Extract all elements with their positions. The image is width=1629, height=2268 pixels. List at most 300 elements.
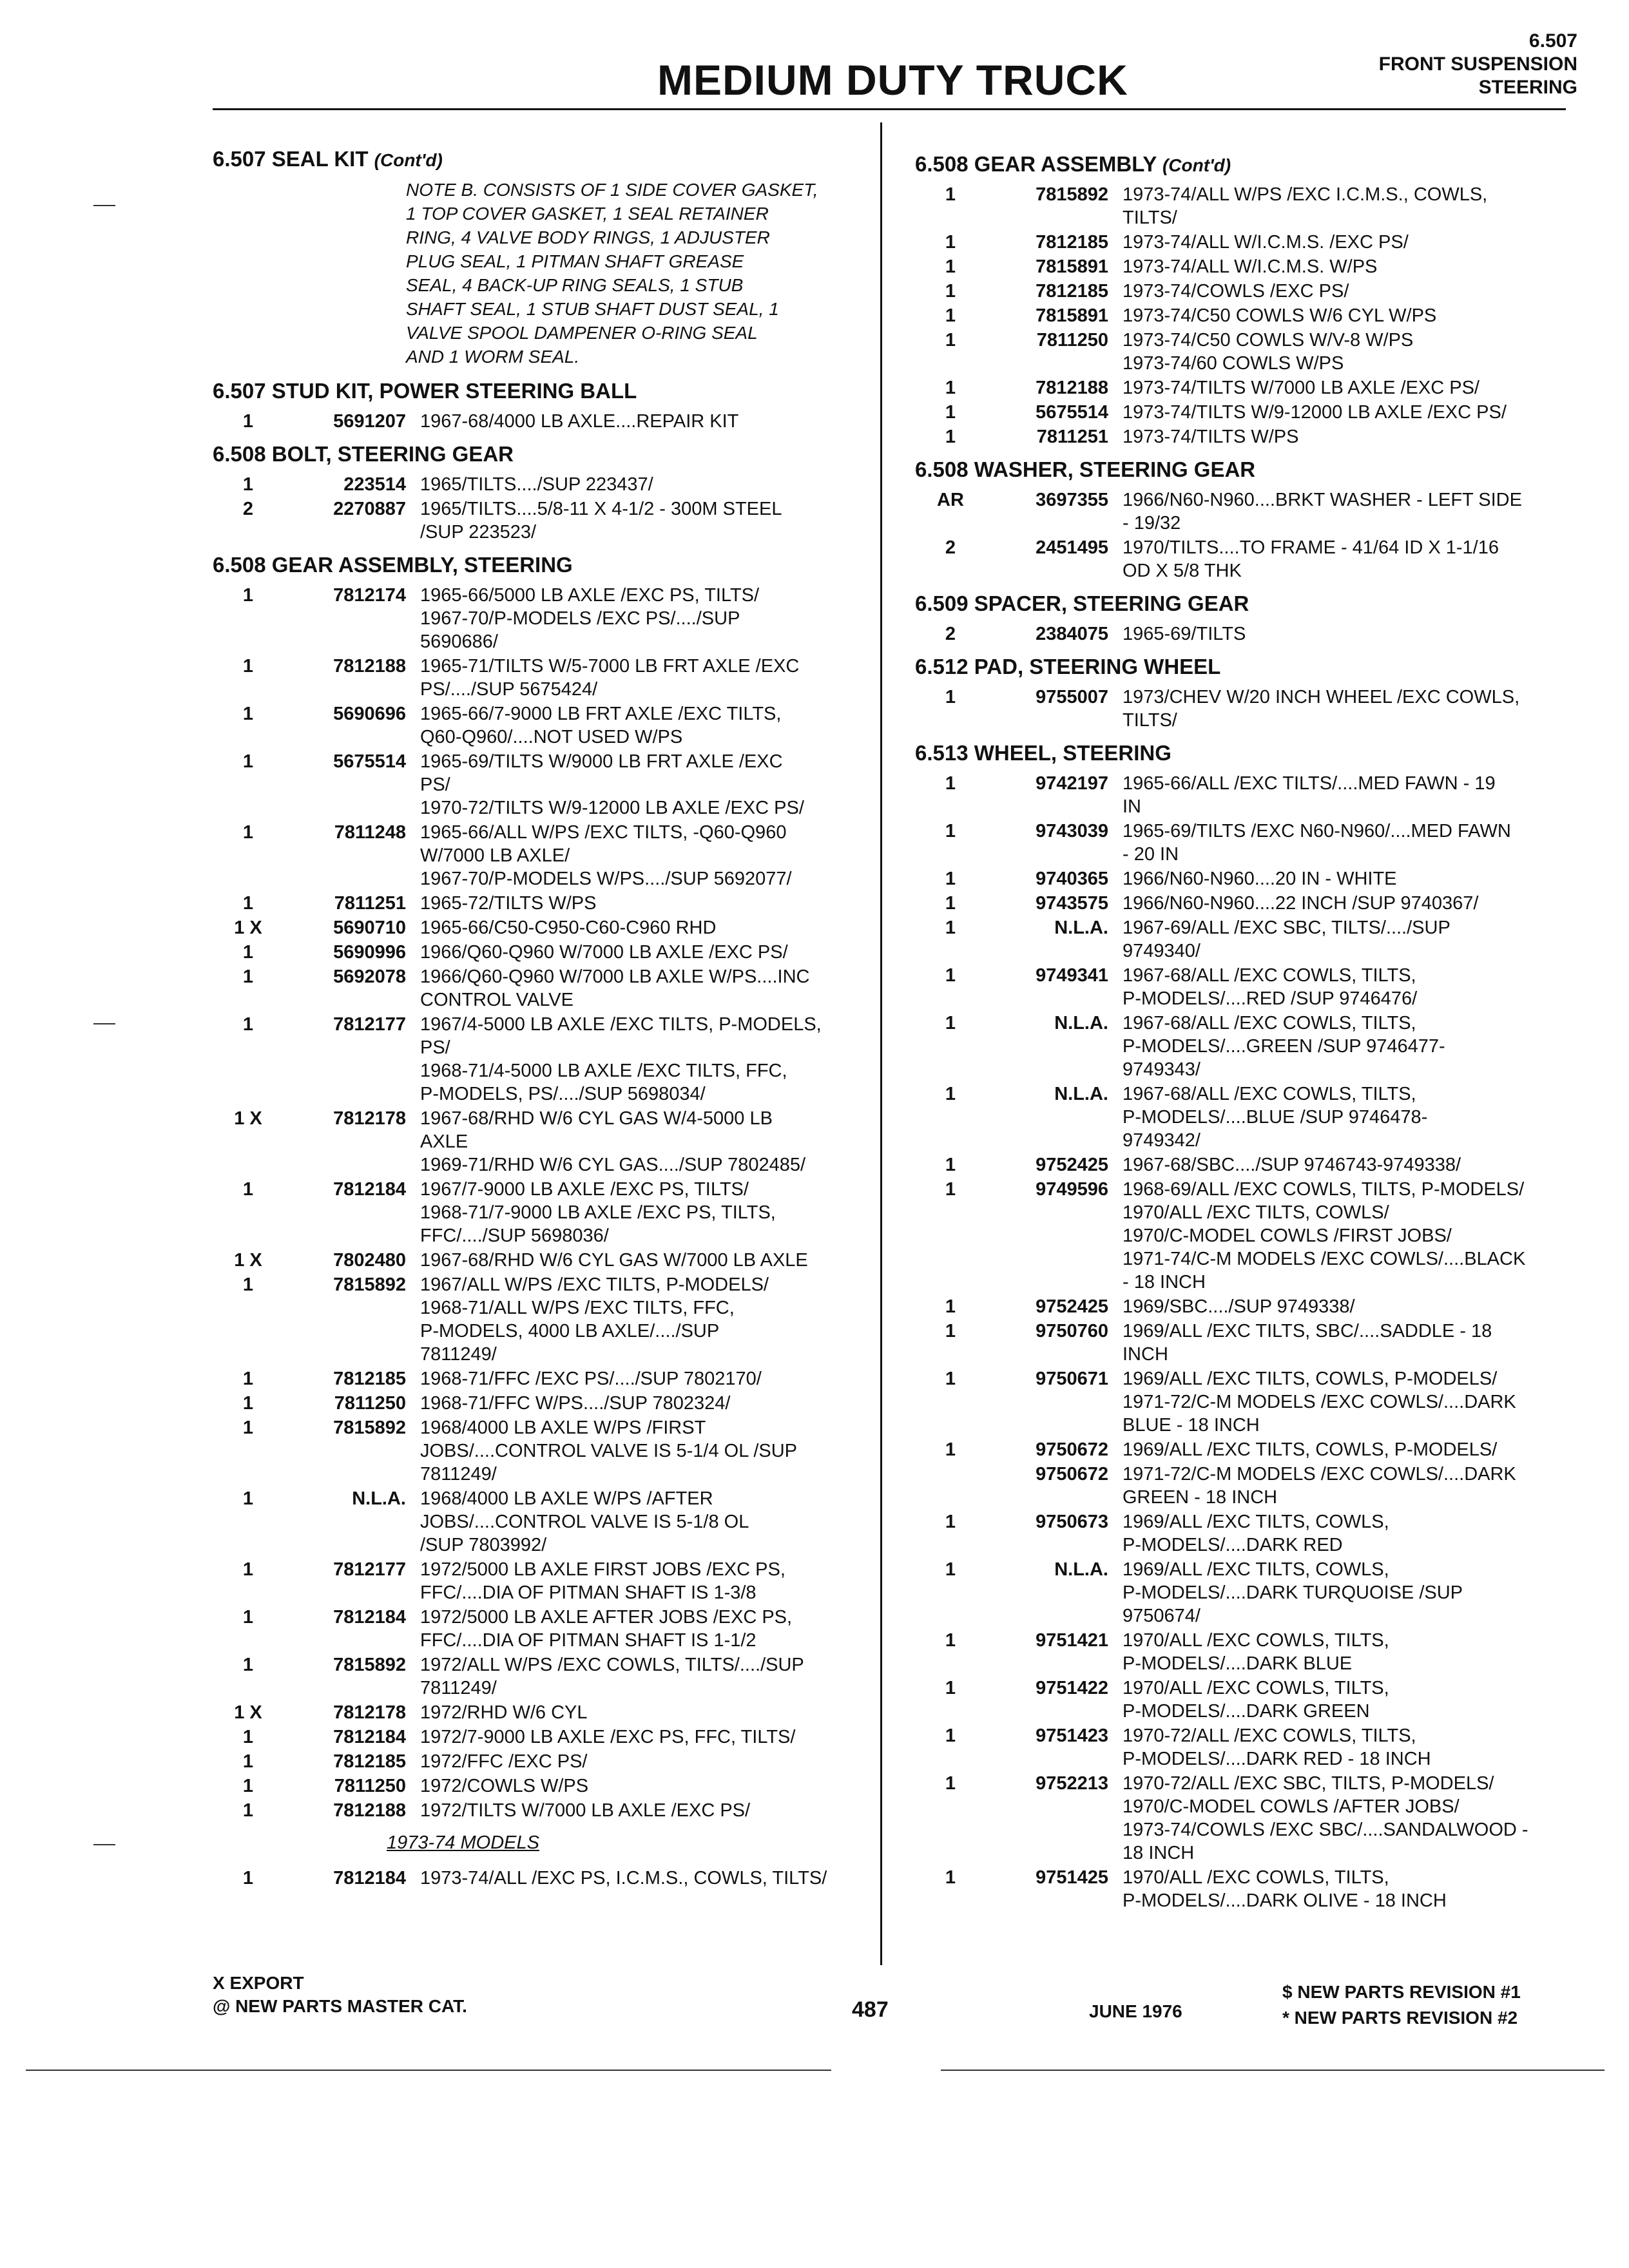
part-description: 1966/N60-N960....20 IN - WHITE	[1123, 869, 1397, 889]
part-quantity: 2	[242, 499, 254, 519]
part-description: 1968/4000 LB AXLE W/PS /FIRST JOBS/....CONTROL VALVE IS 5-1/4 OL /SUP 7811249/	[420, 1418, 798, 1485]
part-row	[915, 772, 1566, 818]
part-number: 7815891	[1036, 256, 1108, 277]
part-row	[915, 1082, 1566, 1152]
part-row	[915, 892, 1566, 915]
part-number: N.L.A.	[1054, 918, 1108, 938]
part-quantity: 1	[242, 893, 254, 914]
part-description: 1973-74/ALL W/I.C.M.S. W/PS	[1123, 256, 1378, 277]
part-quantity: 1	[242, 1369, 254, 1389]
part-row	[213, 1013, 863, 1106]
part-quantity: 1	[242, 1179, 254, 1200]
part-quantity: 1	[945, 821, 956, 841]
part-quantity: 1	[242, 1418, 254, 1438]
right-column	[915, 143, 1566, 1912]
part-quantity: 1	[945, 965, 956, 986]
part-quantity: 1	[945, 893, 956, 914]
kit-contents-note: NOTE B. CONSISTS OF 1 SIDE COVER GASKET, 1 TOP COVER GASKET, 1 SEAL RETAINER RING, 4 VALVE BODY RINGS, 1 ADJUSTER PLUG SEAL, 1 PITMAN SHAFT GREASE SEAL, 4 BACK-UP RING SEALS, 1 STUB SHAFT SEAL, 1 STUB SHAFT DUST SEAL, 1 VALVE SPOOL DAMPENER O-RING SEAL AND 1 WORM SEAL.	[406, 180, 818, 367]
part-quantity: 1 X	[234, 1250, 262, 1271]
part-quantity: 1	[242, 1800, 254, 1821]
part-quantity: 1	[242, 585, 254, 606]
part-number: 2384075	[1036, 624, 1108, 644]
part-number: 7812184	[333, 1727, 406, 1747]
part-row	[213, 655, 863, 701]
part-number: N.L.A.	[1054, 1559, 1108, 1580]
parts-list	[915, 686, 1566, 732]
part-description: 1970/ALL /EXC COWLS, TILTS, P-MODELS/....DARK BLUE	[1123, 1630, 1389, 1674]
section-title-text: 6.508 GEAR ASSEMBLY	[915, 152, 1157, 176]
part-description: 1972/5000 LB AXLE AFTER JOBS /EXC PS, FFC/....DIA OF PITMAN SHAFT IS 1-1/2	[420, 1607, 793, 1651]
part-quantity: 1	[945, 1678, 956, 1698]
parts-list	[915, 183, 1566, 448]
part-quantity: 1	[242, 822, 254, 843]
section-number: 6.507	[1528, 30, 1577, 52]
part-number: 5675514	[333, 751, 406, 772]
part-number: 9743575	[1036, 893, 1108, 914]
part-row	[915, 916, 1566, 963]
part-quantity: AR	[937, 490, 964, 510]
part-number: 7812177	[333, 1559, 406, 1580]
part-quantity: 1	[945, 1559, 956, 1580]
part-description: 1973-74/ALL W/PS /EXC I.C.M.S., COWLS, TILTS/	[1123, 184, 1488, 228]
part-row	[213, 1750, 863, 1773]
model-year-subheading: 1973-74 MODELS	[387, 1832, 539, 1853]
part-quantity: 1	[945, 1321, 956, 1341]
part-number: 5690996	[333, 942, 406, 963]
part-quantity: 1	[242, 751, 254, 772]
part-number: 7811250	[334, 1393, 406, 1414]
part-row	[915, 964, 1566, 1010]
part-description: 1972/7-9000 LB AXLE /EXC PS, FFC, TILTS/	[420, 1727, 796, 1747]
part-quantity: 1 X	[234, 1702, 262, 1723]
section-title-text: 6.507 SEAL KIT	[213, 147, 369, 171]
part-quantity: 1	[242, 411, 254, 432]
part-number: 5692078	[333, 966, 406, 987]
part-description: 1973-74/TILTS W/7000 LB AXLE /EXC PS/	[1123, 378, 1480, 398]
part-row	[213, 410, 863, 433]
part-row	[213, 497, 863, 544]
part-number: N.L.A.	[1054, 1013, 1108, 1033]
part-row	[915, 231, 1566, 254]
part-number: 7812188	[333, 656, 406, 677]
part-row	[915, 1178, 1566, 1294]
left-column	[213, 143, 863, 1890]
part-quantity: 1	[945, 869, 956, 889]
parts-list	[915, 772, 1566, 1912]
part-description: 1965-69/TILTS /EXC N60-N960/....MED FAWN - 20 IN	[1123, 821, 1511, 865]
part-row	[915, 1629, 1566, 1675]
part-quantity: 1	[945, 773, 956, 794]
part-description: 1972/5000 LB AXLE FIRST JOBS /EXC PS, FFC/....DIA OF PITMAN SHAFT IS 1-3/8	[420, 1559, 786, 1603]
part-number: N.L.A.	[1054, 1084, 1108, 1104]
footer-rule-right	[941, 2070, 1605, 2071]
part-description: 1973-74/C50 COWLS W/6 CYL W/PS	[1123, 305, 1437, 326]
part-description: 1965-69/TILTS	[1123, 624, 1246, 644]
part-row	[213, 1107, 863, 1177]
part-row	[213, 1725, 863, 1749]
part-row	[213, 1249, 863, 1272]
part-number: 9751421	[1036, 1630, 1108, 1651]
part-row	[915, 867, 1566, 890]
part-quantity: 1	[945, 232, 956, 253]
part-number: 9742197	[1036, 773, 1108, 794]
part-row	[915, 820, 1566, 866]
part-row	[915, 304, 1566, 327]
part-quantity: 1	[945, 402, 956, 423]
section-title: 6.508 BOLT, STEERING GEAR	[213, 442, 514, 466]
section-title: 6.508 WASHER, STEERING GEAR	[915, 457, 1256, 481]
part-description: 1972/TILTS W/7000 LB AXLE /EXC PS/	[420, 1800, 751, 1821]
part-description: 1969/ALL /EXC TILTS, COWLS, P-MODELS/....DARK RED	[1123, 1512, 1389, 1555]
section-heading-block	[1379, 30, 1577, 99]
part-number: 7812188	[333, 1800, 406, 1821]
section-title	[915, 152, 1566, 177]
part-description: 1965-71/TILTS W/5-7000 LB FRT AXLE /EXC PS/..../SUP 5675424/	[420, 656, 800, 700]
margin-mark	[93, 1023, 115, 1024]
part-number: 7812185	[333, 1369, 406, 1389]
revision-legend	[1282, 1979, 1521, 2031]
part-quantity: 1	[945, 1630, 956, 1651]
part-number: 9743039	[1036, 821, 1108, 841]
part-number: 7811250	[334, 1776, 406, 1796]
part-quantity: 1	[242, 1014, 254, 1035]
part-description: 1973-74/COWLS /EXC PS/	[1123, 281, 1349, 302]
margin-mark	[93, 1844, 115, 1845]
part-row	[915, 1772, 1566, 1865]
part-quantity: 1	[945, 687, 956, 707]
part-row	[915, 686, 1566, 732]
part-description: 1972/RHD W/6 CYL	[420, 1702, 588, 1723]
part-description: 1970-72/ALL /EXC SBC, TILTS, P-MODELS/ 1970/C-MODEL COWLS /AFTER JOBS/ 1973-74/COWLS /EXC SBC/....SANDALWOOD - 18 INCH	[1123, 1773, 1528, 1863]
part-number: 7812184	[333, 1868, 406, 1888]
part-number: 5690710	[333, 918, 406, 938]
part-description: 1967/4-5000 LB AXLE /EXC TILTS, P-MODELS, PS/ 1968-71/4-5000 LB AXLE /EXC TILTS, FFC, P-MODELS, PS/..../SUP 5698034/	[420, 1014, 822, 1104]
part-description: 1973-74/TILTS W/PS	[1123, 427, 1299, 447]
part-number: 9752425	[1036, 1296, 1108, 1317]
part-row	[213, 1653, 863, 1700]
part-number: 7815892	[1036, 184, 1108, 205]
part-row	[213, 1799, 863, 1822]
part-quantity: 1	[945, 184, 956, 205]
part-number: 9752213	[1036, 1773, 1108, 1794]
part-number: 5691207	[333, 411, 406, 432]
part-row	[213, 1701, 863, 1724]
part-description: 1973/CHEV W/20 INCH WHEEL /EXC COWLS, TILTS/	[1123, 687, 1520, 731]
parts-list	[213, 473, 863, 544]
part-quantity: 1	[945, 1867, 956, 1888]
part-description: 1966/N60-N960....22 INCH /SUP 9740367/	[1123, 893, 1479, 914]
part-quantity: 1	[242, 1488, 254, 1509]
part-number: 9751423	[1036, 1725, 1108, 1746]
part-description: 1972/ALL W/PS /EXC COWLS, TILTS/..../SUP 7811249/	[420, 1655, 804, 1698]
part-description: 1967-68/ALL /EXC COWLS, TILTS, P-MODELS/....RED /SUP 9746476/	[1123, 965, 1418, 1009]
part-row	[213, 1558, 863, 1604]
part-quantity: 1	[945, 1369, 956, 1389]
parts-list	[213, 410, 863, 433]
part-number: 7812185	[1036, 232, 1108, 253]
part-quantity: 1	[945, 1155, 956, 1175]
part-quantity: 1	[945, 330, 956, 351]
part-description: 1967-68/RHD W/6 CYL GAS W/4-5000 LB AXLE 1969-71/RHD W/6 CYL GAS..../SUP 7802485/	[420, 1108, 806, 1175]
part-description: 1965-69/TILTS W/9000 LB FRT AXLE /EXC PS/ 1970-72/TILTS W/9-12000 LB AXLE /EXC PS/	[420, 751, 804, 818]
part-number: 9740365	[1036, 869, 1108, 889]
part-description: 1967/ALL W/PS /EXC TILTS, P-MODELS/ 1968-71/ALL W/PS /EXC TILTS, FFC, P-MODELS, 4000 LB AXLE/..../SUP 7811249/	[420, 1274, 769, 1365]
publication-date: JUNE 1976	[1089, 2001, 1182, 2021]
part-quantity: 1	[242, 1868, 254, 1888]
part-quantity: 1	[945, 1725, 956, 1746]
part-row	[213, 584, 863, 653]
revision-2: * NEW PARTS REVISION #2	[1282, 2008, 1518, 2028]
section-title	[213, 147, 863, 171]
part-row	[915, 1677, 1566, 1723]
part-row	[915, 1510, 1566, 1557]
part-description: 1972/FFC /EXC PS/	[420, 1751, 588, 1772]
part-row	[915, 1295, 1566, 1318]
part-number: 9749341	[1036, 965, 1108, 986]
part-row	[915, 622, 1566, 646]
part-row	[213, 1273, 863, 1366]
part-row	[915, 488, 1566, 535]
part-row	[213, 1867, 863, 1890]
part-number: 5675514	[1036, 402, 1108, 423]
part-row	[915, 1320, 1566, 1366]
part-description: 1971-72/C-M MODELS /EXC COWLS/....DARK GREEN - 18 INCH	[1123, 1464, 1516, 1508]
part-number: 2451495	[1036, 537, 1108, 558]
part-number: 9752425	[1036, 1155, 1108, 1175]
part-row	[213, 1606, 863, 1652]
part-number: 2270887	[333, 499, 406, 519]
section-title: 6.507 STUD KIT, POWER STEERING BALL	[213, 379, 637, 403]
part-description: 1965-66/7-9000 LB FRT AXLE /EXC TILTS, Q60-Q960/....NOT USED W/PS	[420, 704, 782, 747]
part-number: 3697355	[1036, 490, 1108, 510]
part-number: 223514	[343, 474, 406, 495]
section-title: 6.508 GEAR ASSEMBLY, STEERING	[213, 553, 573, 577]
part-description: 1968-69/ALL /EXC COWLS, TILTS, P-MODELS/ 1970/ALL /EXC TILTS, COWLS/ 1970/C-MODEL COWLS /FIRST JOBS/ 1971-74/C-M MODELS /EXC COWLS/....BLACK - 18 INCH	[1123, 1179, 1526, 1293]
part-number: 7815892	[333, 1274, 406, 1295]
part-quantity: 1	[242, 1655, 254, 1675]
part-description: 1967-68/SBC..../SUP 9746743-9749338/	[1123, 1155, 1461, 1175]
part-row	[915, 376, 1566, 399]
part-number: 9750760	[1036, 1321, 1108, 1341]
part-description: 1965/TILTS....5/8-11 X 4-1/2 - 300M STEEL /SUP 223523/	[420, 499, 782, 543]
part-quantity: 1 X	[234, 1108, 262, 1129]
part-number: 7812188	[1036, 378, 1108, 398]
part-description: 1965-66/ALL /EXC TILTS/....MED FAWN - 19 IN	[1123, 773, 1496, 817]
part-number: 9750672	[1036, 1464, 1108, 1485]
part-row	[915, 1866, 1566, 1912]
part-number: 7811251	[334, 893, 406, 914]
parts-list	[915, 622, 1566, 646]
part-number: 7812184	[333, 1179, 406, 1200]
part-quantity: 1	[242, 704, 254, 724]
part-row	[213, 1392, 863, 1415]
part-description: 1970/ALL /EXC COWLS, TILTS, P-MODELS/....DARK GREEN	[1123, 1678, 1389, 1722]
part-number: 7815892	[333, 1655, 406, 1675]
part-quantity: 1	[945, 1773, 956, 1794]
section-title: 6.513 WHEEL, STEERING	[915, 741, 1171, 765]
part-description: 1973-74/ALL /EXC PS, I.C.M.S., COWLS, TILTS/	[420, 1868, 827, 1888]
part-description: 1973-74/C50 COWLS W/V-8 W/PS 1973-74/60 COWLS W/PS	[1123, 330, 1414, 374]
part-description: 1966/Q60-Q960 W/7000 LB AXLE W/PS....INC CONTROL VALVE	[420, 966, 810, 1010]
part-number: 7812185	[1036, 281, 1108, 302]
part-description: 1967-69/ALL /EXC SBC, TILTS/..../SUP 9749340/	[1123, 918, 1451, 961]
part-row	[915, 1367, 1566, 1437]
header-rule	[213, 108, 1566, 110]
part-number: 9750673	[1036, 1512, 1108, 1532]
part-number: 7811251	[1036, 427, 1108, 447]
parts-list	[213, 584, 863, 1822]
part-description: 1967-68/4000 LB AXLE....REPAIR KIT	[420, 411, 739, 432]
part-number: 7812184	[333, 1607, 406, 1628]
part-row	[213, 1416, 863, 1486]
part-number: 9750671	[1036, 1369, 1108, 1389]
part-description: 1968-71/FFC /EXC PS/..../SUP 7802170/	[420, 1369, 762, 1389]
continued-marker: (Cont'd)	[1162, 155, 1231, 175]
part-quantity: 1	[242, 656, 254, 677]
part-quantity: 1	[945, 1179, 956, 1200]
part-description: 1968/4000 LB AXLE W/PS /AFTER JOBS/....CONTROL VALVE IS 5-1/8 OL /SUP 7803992/	[420, 1488, 749, 1555]
part-number: 7802480	[333, 1250, 406, 1271]
part-description: 1970/ALL /EXC COWLS, TILTS, P-MODELS/....DARK OLIVE - 18 INCH	[1123, 1867, 1447, 1911]
part-quantity: 1	[242, 1751, 254, 1772]
part-quantity: 1	[242, 1607, 254, 1628]
part-quantity: 2	[945, 537, 956, 558]
part-number: 7812178	[333, 1702, 406, 1723]
part-row	[213, 750, 863, 820]
part-row	[915, 1724, 1566, 1771]
part-number: 9751425	[1036, 1867, 1108, 1888]
section-title: 6.509 SPACER, STEERING GEAR	[915, 591, 1249, 615]
part-number: 7812178	[333, 1108, 406, 1129]
part-quantity: 1	[945, 1439, 956, 1460]
part-row	[915, 1012, 1566, 1081]
part-description: 1965-66/ALL W/PS /EXC TILTS, -Q60-Q960 W/7000 LB AXLE/ 1967-70/P-MODELS W/PS..../SUP 5692077/	[420, 822, 792, 889]
part-description: 1965/TILTS..../SUP 223437/	[420, 474, 653, 495]
part-quantity: 1	[945, 256, 956, 277]
part-row	[213, 965, 863, 1012]
part-description: 1973-74/ALL W/I.C.M.S. /EXC PS/	[1123, 232, 1409, 253]
part-description: 1965-66/5000 LB AXLE /EXC PS, TILTS/ 1967-70/P-MODELS /EXC PS/..../SUP 5690686/	[420, 585, 760, 652]
part-quantity: 1 X	[234, 918, 262, 938]
section-name: FRONT SUSPENSION	[1378, 53, 1577, 75]
part-quantity: 1	[945, 305, 956, 326]
part-quantity: 1	[242, 1393, 254, 1414]
parts-list	[915, 488, 1566, 582]
part-number: 5690696	[333, 704, 406, 724]
part-description: 1967/7-9000 LB AXLE /EXC PS, TILTS/ 1968-71/7-9000 LB AXLE /EXC PS, TILTS, FFC/..../SUP 5698036/	[420, 1179, 776, 1246]
part-number: 9751422	[1036, 1678, 1108, 1698]
part-description: 1972/COWLS W/PS	[420, 1776, 589, 1796]
part-number: 7815891	[1036, 305, 1108, 326]
part-description: 1965-66/C50-C950-C60-C960 RHD	[420, 918, 717, 938]
part-description: 1969/ALL /EXC TILTS, COWLS, P-MODELS/ 1971-72/C-M MODELS /EXC COWLS/....DARK BLUE - 18 INCH	[1123, 1369, 1516, 1436]
part-description: 1966/N60-N960....BRKT WASHER - LEFT SIDE - 19/32	[1123, 490, 1522, 533]
part-description: 1969/ALL /EXC TILTS, COWLS, P-MODELS/....DARK TURQUOISE /SUP 9750674/	[1123, 1559, 1463, 1626]
part-description: 1967-68/RHD W/6 CYL GAS W/7000 LB AXLE	[420, 1250, 808, 1271]
part-row	[213, 1487, 863, 1557]
part-description: 1969/ALL /EXC TILTS, SBC/....SADDLE - 18 INCH	[1123, 1321, 1492, 1365]
footer-legend	[213, 1972, 467, 2018]
part-number: 7812177	[333, 1014, 406, 1035]
parts-list	[213, 1867, 863, 1890]
part-row	[915, 1558, 1566, 1628]
part-row	[915, 280, 1566, 303]
part-quantity: 1	[242, 942, 254, 963]
part-quantity: 1	[242, 474, 254, 495]
part-quantity: 1	[242, 1776, 254, 1796]
page-number: 487	[852, 1997, 889, 2022]
part-description: 1969/SBC..../SUP 9749338/	[1123, 1296, 1355, 1317]
part-quantity: 1	[945, 378, 956, 398]
part-description: 1973-74/TILTS W/9-12000 LB AXLE /EXC PS/	[1123, 402, 1507, 423]
part-quantity: 1	[242, 1274, 254, 1295]
part-row	[213, 1178, 863, 1247]
part-row	[915, 401, 1566, 424]
part-row	[915, 425, 1566, 448]
part-row	[915, 255, 1566, 278]
part-quantity	[915, 1463, 986, 1509]
part-row	[213, 702, 863, 749]
part-quantity: 1	[945, 1512, 956, 1532]
subsection-name: STEERING	[1478, 77, 1577, 98]
revision-1: $ NEW PARTS REVISION #1	[1282, 1982, 1521, 2002]
part-description: 1970/TILTS....TO FRAME - 41/64 ID X 1-1/16 OD X 5/8 THK	[1123, 537, 1499, 581]
part-row	[915, 1463, 1566, 1509]
part-description: 1965-72/TILTS W/PS	[420, 893, 597, 914]
column-divider	[880, 122, 882, 1965]
continued-marker: (Cont'd)	[374, 150, 443, 170]
part-number: N.L.A.	[352, 1488, 406, 1509]
part-quantity: 1	[242, 1727, 254, 1747]
section-title: 6.512 PAD, STEERING WHEEL	[915, 655, 1221, 678]
part-quantity: 1	[945, 1296, 956, 1317]
part-row	[213, 941, 863, 964]
part-row	[213, 821, 863, 890]
part-quantity: 1	[242, 1559, 254, 1580]
part-row	[213, 1774, 863, 1798]
part-description: 1966/Q60-Q960 W/7000 LB AXLE /EXC PS/	[420, 942, 788, 963]
part-quantity: 1	[945, 918, 956, 938]
part-description: 1967-68/ALL /EXC COWLS, TILTS, P-MODELS/....BLUE /SUP 9746478- 9749342/	[1123, 1084, 1428, 1151]
part-description: 1968-71/FFC W/PS..../SUP 7802324/	[420, 1393, 731, 1414]
part-row	[213, 473, 863, 496]
part-number: 7811248	[334, 822, 406, 843]
part-row	[915, 183, 1566, 229]
part-number: 9750672	[1036, 1439, 1108, 1460]
part-number: 9749596	[1036, 1179, 1108, 1200]
legend-export: X EXPORT	[213, 1973, 304, 1993]
part-quantity: 1	[242, 966, 254, 987]
part-row	[915, 1153, 1566, 1177]
part-row	[915, 329, 1566, 375]
part-quantity: 1	[945, 1084, 956, 1104]
page-title: MEDIUM DUTY TRUCK	[657, 56, 1128, 104]
part-row	[213, 892, 863, 915]
part-quantity: 1	[945, 281, 956, 302]
part-quantity: 1	[945, 427, 956, 447]
part-row	[213, 916, 863, 939]
part-description: 1967-68/ALL /EXC COWLS, TILTS, P-MODELS/....GREEN /SUP 9746477- 9749343/	[1123, 1013, 1445, 1080]
margin-mark	[93, 205, 115, 206]
part-description: 1970-72/ALL /EXC COWLS, TILTS, P-MODELS/....DARK RED - 18 INCH	[1123, 1725, 1431, 1769]
part-number: 7811250	[1036, 330, 1108, 351]
part-quantity: 2	[945, 624, 956, 644]
part-number: 7815892	[333, 1418, 406, 1438]
part-quantity: 1	[945, 1013, 956, 1033]
part-number: 7812174	[333, 585, 406, 606]
footer-rule-left	[26, 2070, 831, 2071]
legend-master-cat: @ NEW PARTS MASTER CAT.	[213, 1996, 467, 2016]
